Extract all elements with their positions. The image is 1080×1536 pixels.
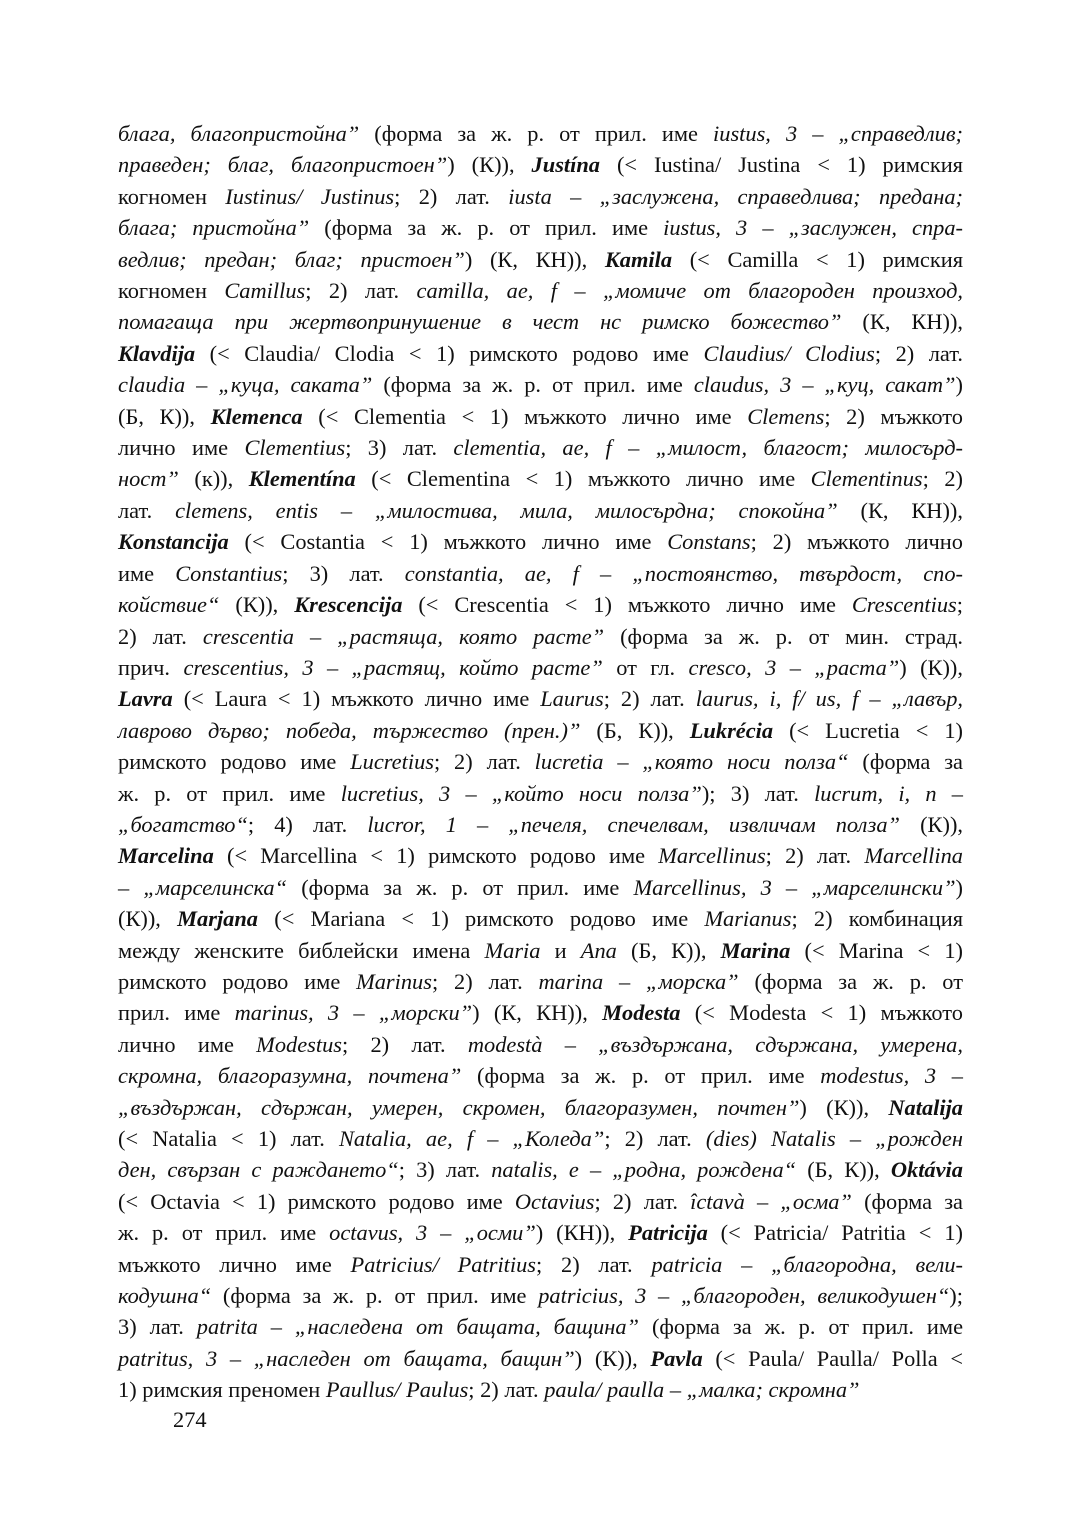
text-line: блага, благопристойна” (форма за ж. р. от прил. име iustus, 3 – „справедлив;: [118, 121, 963, 146]
text-line: ност” (к)), Klementína (< Clementina < 1) мъжкото лично име Clementinus; 2): [118, 466, 963, 492]
text-line: праведен; благ, благопристоен”) (К)), Justína (< Iustina/ Justina < 1) римския: [118, 152, 963, 178]
page-number: 274: [173, 1407, 207, 1432]
text-line: ж. р. от прил. име lucretius, 3 – „който носи полза”); 3) лат. lucrum, i, n –: [118, 780, 963, 806]
text-line: patritus, 3 – „наследен от бащата, бащин”) (К)), Pavla (< Paula/ Paulla/ Polla <: [118, 1345, 963, 1371]
entry-headword: Lavra: [118, 686, 173, 712]
entry-headword: Klavdija: [118, 340, 196, 366]
text-line: помагаща при жертвопринушение в чест нс римско божество” (К, КН)),: [118, 309, 963, 335]
text-line: (К)), Marjana (< Mariana < 1) римското родово име Marianus; 2) комбинация: [118, 906, 963, 932]
entry-headword: Oktávia: [890, 1157, 963, 1183]
entry-headword: Lukrécia: [689, 717, 774, 743]
text-line: лично име Clementius; 3) лат. clementia, ae, f – „милост, благост; милосърд-: [118, 435, 963, 461]
text-line: име Constantius; 3) лат. constantia, ae, f – „постоянство, твърдост, спо-: [118, 560, 963, 586]
text-line: блага; пристойна” (форма за ж. р. от прил. име iustus, 3 – „заслужен, спра-: [118, 215, 963, 241]
text-line: койствие“ (К)), Krescencija (< Crescentia < 1) мъжкото лично име Crescentius;: [118, 592, 963, 618]
text-line: ден, свързан с раждането“; 3) лат. natalis, e – „родна, рождена“ (Б, К)), Oktávia: [118, 1157, 963, 1183]
text-line: 3) лат. patrita – „наследена от бащата, бащина” (форма за ж. р. от прил. име: [118, 1314, 964, 1340]
text-line: Konstancija (< Costantia < 1) мъжкото лично име Constans; 2) мъжкото лично: [118, 529, 963, 555]
text-line: (Б, К)), Klemenca (< Clementia < 1) мъжкото лично име Clemens; 2) мъжкото: [118, 403, 963, 429]
text-line: лично име Modestus; 2) лат. modestà – „въздържана, сдържана, умерена,: [118, 1031, 963, 1057]
entry-headword: Patricija: [628, 1220, 708, 1246]
text-line: Marcelina (< Marcellina < 1) римското родово име Marcellinus; 2) лат. Marcellina: [118, 843, 963, 869]
entry-headword: Marina: [720, 937, 791, 963]
entry-headword: Konstancija: [118, 529, 229, 555]
entry-headword: Marjana: [177, 906, 259, 932]
entry-headword: Pavla: [650, 1345, 703, 1371]
entry-headword: Marcelina: [118, 843, 214, 869]
entry-headword: Kamila: [604, 246, 673, 272]
text-line: прич. crescentius, 3 – „растящ, който расте” от гл. cresco, 3 – „раста”) (К)),: [118, 654, 963, 680]
text-line: Klavdija (< Claudia/ Clodia < 1) римското родово име Claudius/ Clodius; 2) лат.: [118, 340, 963, 366]
text-line: 1) римския преномен Paullus/ Paulus; 2) лат. paula/ paulla – „малка; скромна”: [118, 1377, 860, 1403]
text-line: мъжкото лично име Patricius/ Patritius; 2) лат. patricia – „благородна, вели-: [118, 1251, 963, 1277]
text-line: claudia – „куца, саката” (форма за ж. р. от прил. име claudus, 3 – „куц, сакат”): [118, 372, 963, 398]
text-line: (< Octavia < 1) римското родово име Octavius; 2) лат. îctavà – „осма” (форма за: [118, 1188, 963, 1214]
text-line: ж. р. от прил. име octavus, 3 – „осми”) (КН)), Patricija (< Patricia/ Patritia < 1): [118, 1220, 963, 1246]
text-line: прил. име marinus, 3 – „морски”) (К, КН)), Modesta (< Modesta < 1) мъжкото: [118, 1000, 963, 1026]
text-line: между женските библейски имена Maria и Ana (Б, К)), Marina (< Marina < 1): [118, 937, 963, 963]
text-line: лат. clemens, entis – „милостива, мила, милосърдна; спокойна” (К, КН)),: [118, 497, 963, 523]
text-line: „богатство“; 4) лат. lucror, 1 – „печеля, спечелвам, извличам полза” (К)),: [118, 811, 964, 837]
text-line: 2) лат. crescentia – „растяща, която расте” (форма за ж. р. от мин. страд.: [118, 623, 963, 649]
text-line: когномен Camillus; 2) лат. camilla, ae, f – „момиче от благороден произход,: [118, 278, 963, 304]
text-line: римското родово име Lucretius; 2) лат. lucretia – „която носи полза“ (форма за: [118, 749, 963, 775]
entry-headword: Modesta: [602, 1000, 681, 1026]
entry-headword: Justína: [531, 152, 600, 178]
text-line: (< Natalia < 1) лат. Natalia, ae, f – „Коледа”; 2) лат. (dies) Natalis – „рожден: [118, 1126, 963, 1151]
text-line: кодушна“ (форма за ж. р. от прил. име patricius, 3 – „благороден, великодушен“);: [118, 1283, 963, 1309]
text-line: скромна, благоразумна, почтена” (форма за ж. р. от прил. име modestus, 3 –: [118, 1063, 963, 1089]
text-line: Lavra (< Laura < 1) мъжкото лично име Laurus; 2) лат. laurus, i, f/ us, f – „лавър,: [118, 686, 964, 712]
entry-headword: Klemenca: [210, 403, 303, 429]
page-body: [118, 118, 963, 1406]
entry-headword: Klementína: [248, 466, 356, 492]
text-line: когномен Iustinus/ Justinus; 2) лат. iusta – „заслужена, справедлива; предана;: [118, 183, 963, 209]
text-line: – „марселинска“ (форма за ж. р. от прил. име Marcellinus, 3 – „марселински”): [118, 874, 963, 900]
entry-headword: Natalija: [888, 1094, 963, 1120]
text-line: лаврово дърво; победа, тържество (прен.)” (Б, К)), Lukrécia (< Lucretia < 1): [118, 717, 963, 743]
text-line: „въздържан, сдържан, умерен, скромен, благоразумен, почтен”) (К)), Natalija: [118, 1094, 963, 1120]
text-line: римското родово име Marinus; 2) лат. marina – „морска” (форма за ж. р. от: [118, 968, 963, 994]
text-line: ведлив; предан; благ; пристоен”) (К, КН)), Kamila (< Camilla < 1) римския: [118, 246, 963, 272]
entry-headword: Krescencija: [294, 592, 403, 618]
